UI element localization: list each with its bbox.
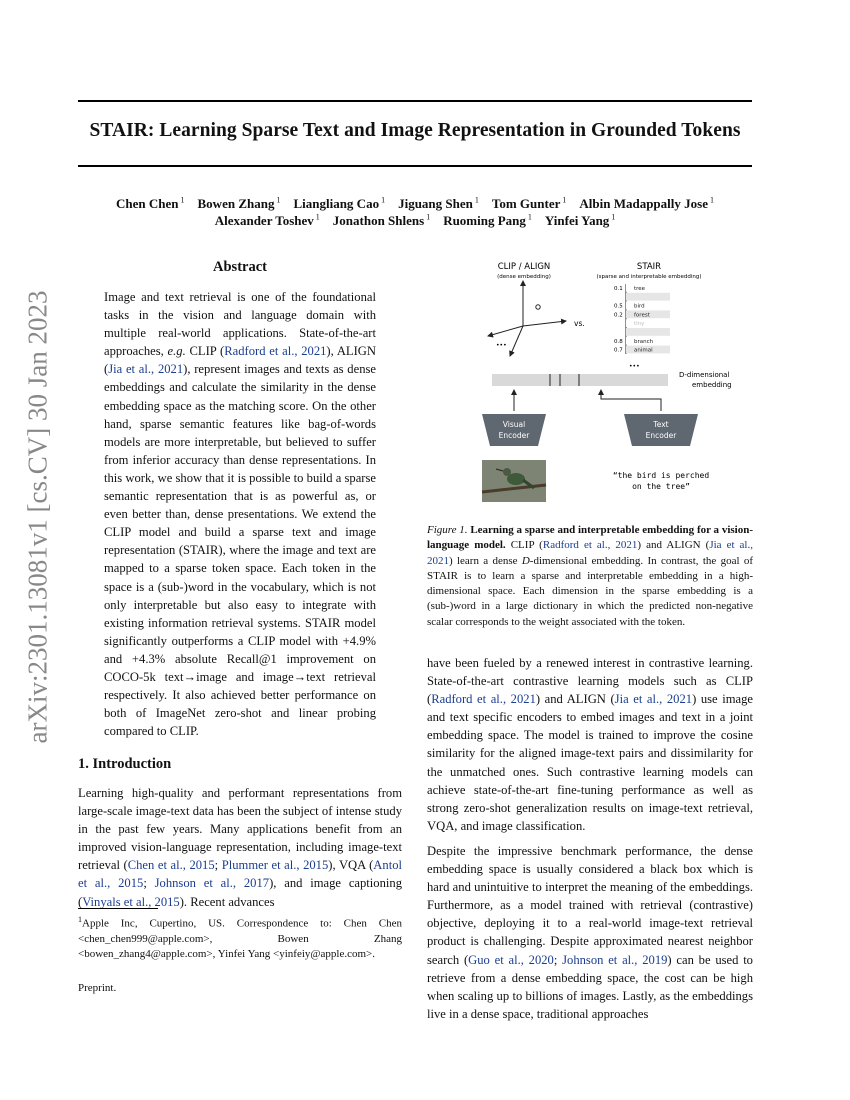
citation-link[interactable]: Radford et al., 2021 (431, 692, 536, 707)
token-word: forest (634, 312, 650, 319)
token-weight: 0.7 (614, 347, 623, 354)
citation-link[interactable]: Johnson et al., 2019 (562, 952, 668, 967)
stair-label: STAIR (636, 262, 662, 272)
citation-link[interactable]: Guo et al., 2020 (468, 952, 554, 967)
title-top-rule (78, 100, 752, 102)
author-affiliation-mark: 1 (274, 196, 281, 205)
sparse-token-row (614, 284, 670, 292)
author-name: Jonathon Shlens $^1$ (332, 213, 431, 229)
author-name: Bowen Zhang $^1$ (197, 196, 281, 212)
visual-encoder-label: Visual (502, 420, 526, 429)
author-affiliation-mark: 1 (707, 196, 714, 205)
text-encoder-label: Encoder (645, 431, 677, 440)
citation-link[interactable]: Jia et al., 2021 (614, 692, 693, 707)
bird-photo (482, 460, 546, 502)
token-weight: 0.2 (614, 312, 623, 319)
ellipsis-icon: ••• (629, 363, 640, 370)
arxiv-side-stamp: arXiv:2301.13081v1 [cs.CV] 30 Jan 2023 (22, 290, 53, 744)
text-to-bar-arrow (601, 390, 661, 411)
sparse-token-row (614, 337, 670, 345)
sparse-token-row (626, 319, 670, 327)
author-line-1 (78, 196, 752, 212)
introduction-body: Learning high-quality and performant representations from large-scale image-text data has been the subject of intense study in the past few years. Many applications benefit from an improved vision-language representation, including image-text retrieval (Chen et al., 2015; Plummer et al., 2015), VQA (Antol et al., 2015; Johnson et al., 2017), and image captioning (Vinyals et al., 2015). Recent advances (78, 786, 402, 909)
author-line-2 (78, 213, 752, 229)
token-word: animal (634, 347, 653, 354)
embedding-bar (492, 374, 668, 386)
d-dimensional-label: D-dimensional (679, 371, 730, 379)
axis-right-arrow (523, 321, 566, 326)
text-encoder-block (624, 414, 698, 446)
vs-label: vs. (574, 319, 585, 328)
author-name: Albin Madappally Jose $^1$ (579, 196, 714, 212)
right-column-body: have been fueled by a renewed interest in contrastive learning. State-of-the-art contrastive learning models such as CLIP (Radford et al., 2021) and ALIGN (Jia et al., 2021) use image and text specific encoders to embed images and text in a joint embedding space. The model is trained to improve the cosine similarity for the aligned image-text pairs and dissimilarity for the unmatched ones. Such contrastive learning models can achieve state-of-the-art fine-tuning performance as well as strong zero-shot generalization results on image-text retrieval, VQA, and image classification. Despite the impressive benchmark performance, the dense embedding space is usually considered a black box which is hard and unintuitive to interpret the meaning of the embeddings. Furthermore, as a model trained with retrieval (contrastive) objective, deploying it to a real-world image-text retrieval product is challenging. Despite approximated nearest neighbor search (Guo et al., 2020; Johnson et al., 2019) can be used to retrieve from a dense embedding space, the cost can be high when scaling up to billions of images. Lastly, as the embeddings live in a dense space, traditional approaches (427, 656, 753, 1021)
author-name: Ruoming Pang $^1$ (443, 213, 532, 229)
embedding-label: embedding (692, 381, 732, 389)
sparse-token-table (614, 284, 670, 354)
author-name: Jiguang Shen $^1$ (398, 196, 479, 212)
citation-link[interactable]: Jia et al., 2021 (427, 539, 753, 567)
citation-link[interactable]: Radford et al., 2021 (224, 344, 327, 359)
visual-encoder-label: Encoder (498, 431, 530, 440)
author-affiliation-mark: 1 (472, 196, 479, 205)
author-affiliation-mark: 1 (178, 196, 185, 205)
token-weight: 0.5 (614, 303, 623, 310)
footnote-rule (78, 908, 158, 909)
author-name: Yinfei Yang $^1$ (544, 213, 616, 229)
embedding-point (536, 305, 540, 309)
token-word: bird (634, 303, 645, 310)
token-word: branch (634, 338, 654, 345)
citation-link[interactable]: Jia et al., 2021 (108, 362, 184, 377)
citation-link[interactable]: Chen et al., 2015 (127, 858, 215, 873)
author-name: Liangliang Cao $^1$ (293, 196, 386, 212)
abstract-body: Image and text retrieval is one of the foundational tasks in the vision and language domain with multiple real-world applications. State-of-the-art approaches, e.g. CLIP (Radford et al., 2021), ALIGN (Jia et al., 2021), represent images and texts as dense embeddings and calculate the similarity in the dense embedding space as the matching score. On the other hand, sparse semantic features like bag-of-words models are more interpretable, but believed to suffer from inferior accuracy than dense representations. In this work, we show that it is possible to build a sparse semantic representation that is as powerful as, or even better than, dense presentations. We extend the CLIP model and build a sparse text and image representation (STAIR), where the image and text are mapped to a sparse token space. Each token in the space is a (sub-)word in the vocabulary, which is not only interpretable but also easy to integrate with existing information retrieval systems. STAIR model significantly outperforms a CLIP model with +4.9% and +4.3% absolute Recall@1 improvement on COCO-5k text→image and image→text retrieval respectively. It also achieved better performance on both of ImageNet zero-shot and linear probing compared to CLIP. (104, 290, 376, 739)
affiliation-footnote: $^1$Apple Inc, Cupertino, US. Correspondence to: Chen Chen <chen_chen999@apple.com>, Bowen Zhang <bowen_zhang4@apple.com>, Yinfei Yang <yinfeiy@apple.com>. (78, 915, 402, 960)
token-weight: 0.8 (614, 338, 623, 345)
sparse-token-row (626, 293, 670, 301)
ellipsis-icon: ••• (496, 342, 507, 349)
token-word: tree (634, 286, 646, 292)
token-word: tiny (634, 321, 645, 328)
title-bottom-rule (78, 165, 752, 167)
sparse-token-row (614, 346, 670, 354)
author-affiliation-mark: 1 (424, 213, 431, 222)
citation-link[interactable]: Vinyals et al., 2015 (82, 894, 180, 909)
dense-embedding-label: (dense embedding) (497, 274, 551, 280)
citation-link[interactable]: Johnson et al., 2017 (154, 876, 270, 891)
author-affiliation-mark: 1 (313, 213, 320, 222)
citation-link[interactable]: Antol et al., 2015 (78, 858, 402, 891)
caption-input-text: on the tree” (632, 482, 690, 491)
sparse-token-row (614, 302, 670, 310)
author-affiliation-mark: 1 (525, 213, 532, 222)
introduction-heading: 1. Introduction (78, 756, 172, 772)
sparse-token-row (614, 310, 670, 318)
author-affiliation-mark: 1 (379, 196, 386, 205)
axis-left-arrow (488, 326, 523, 336)
citation-link[interactable]: Radford et al., 2021 (542, 539, 638, 552)
abstract-heading: Abstract (213, 259, 267, 275)
text-encoder-label: Text (653, 420, 669, 429)
axis-down-arrow (510, 326, 523, 356)
caption-input-text: “the bird is perched (612, 471, 710, 480)
paper-title: STAIR: Learning Sparse Text and Image Representation in Grounded Tokens (89, 120, 741, 141)
visual-encoder-block (482, 414, 546, 446)
figure-1-diagram (476, 256, 756, 506)
author-affiliation-mark: 1 (609, 213, 616, 222)
figure-1-caption: Figure 1. Learning a sparse and interpretable embedding for a vision-language model. CLIP (Radford et al., 2021) and ALIGN (Jia et al., 2021) learn a dense D-dimensional embedding. In contrast, the goal of STAIR is to learn a sparse and interpretable embedding in a high-dimensional space. Each dimension in the sparse embedding is a (sub-)word in a large dictionary in which the predicted non-negative scalar corresponds to the weight associated with the token. (427, 524, 753, 628)
preprint-label: Preprint. (78, 982, 117, 994)
citation-link[interactable]: Plummer et al., 2015 (221, 858, 329, 873)
author-affiliation-mark: 1 (560, 196, 567, 205)
sparse-token-row (626, 328, 670, 336)
author-name: Tom Gunter $^1$ (491, 196, 567, 212)
token-weight: 0.1 (614, 286, 623, 292)
clip-align-label: CLIP / ALIGN (497, 262, 551, 272)
author-name: Chen Chen $^1$ (116, 196, 185, 212)
sparse-embedding-label: (sparse and interpretable embedding) (596, 274, 702, 280)
author-name: Alexander Toshev $^1$ (214, 213, 320, 229)
